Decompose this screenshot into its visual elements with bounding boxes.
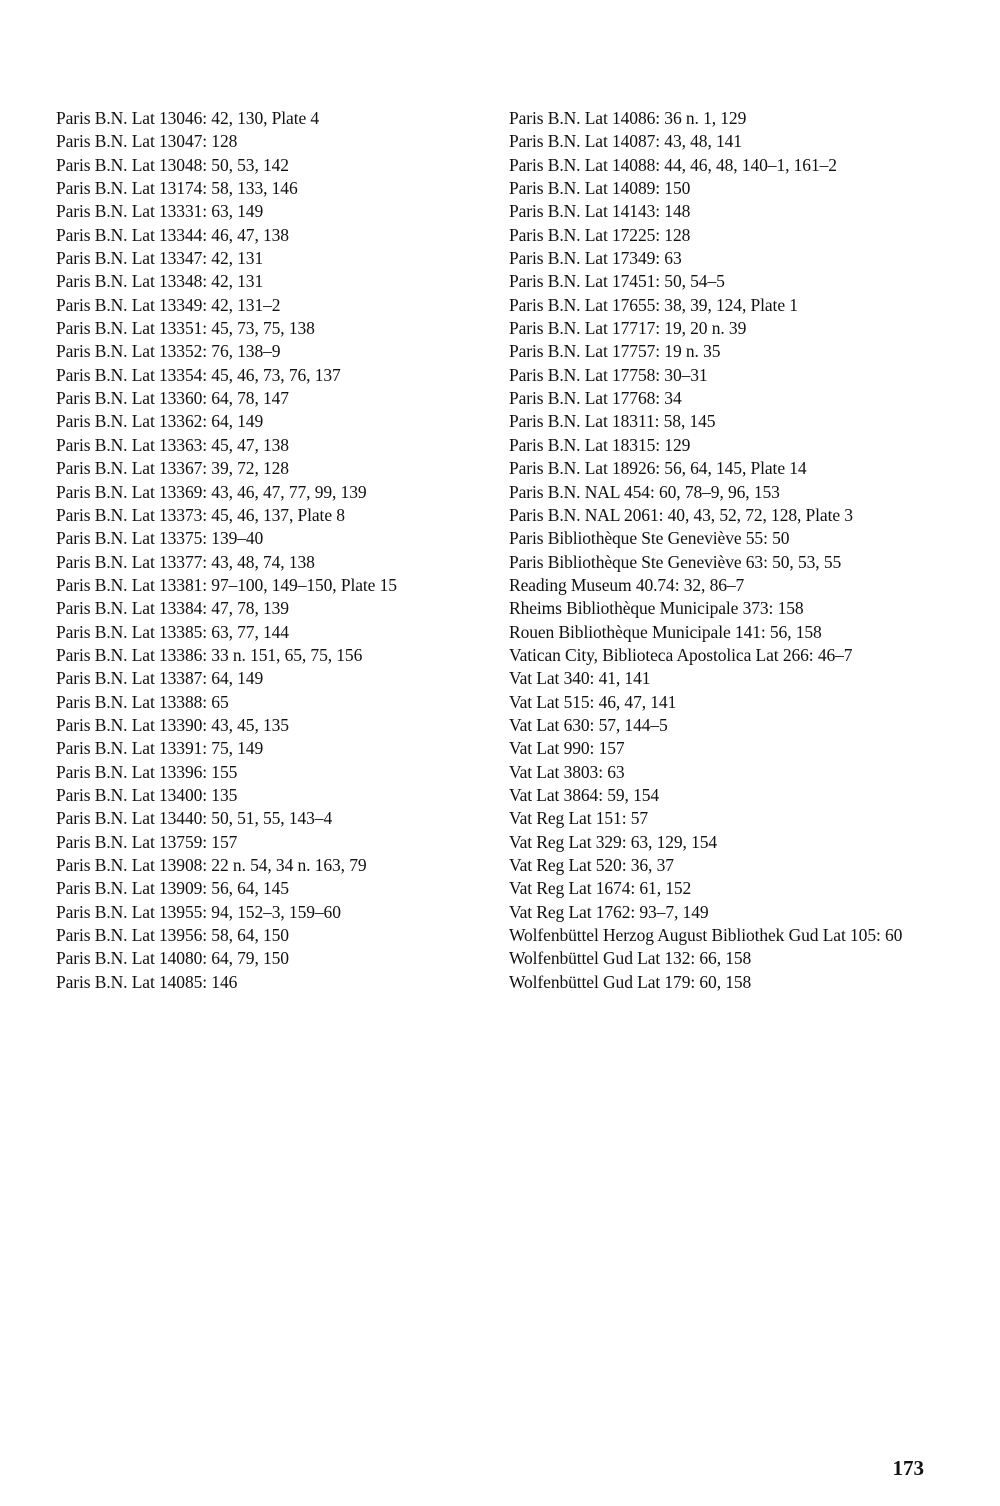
index-entry: Paris B.N. Lat 13369: 43, 46, 47, 77, 99, 139 xyxy=(56,481,367,502)
index-entry: Reading Museum 40.74: 32, 86–7 xyxy=(509,574,745,595)
index-entry: Paris B.N. Lat 17758: 30–31 xyxy=(509,364,708,385)
index-entry: Paris B.N. Lat 13347: 42, 131 xyxy=(56,248,264,269)
index-entry: Paris B.N. Lat 13909: 56, 64, 145 xyxy=(56,878,289,899)
index-entry: Paris B.N. Lat 13348: 42, 131 xyxy=(56,271,264,292)
index-entry: Paris B.N. Lat 13174: 58, 133, 146 xyxy=(56,178,298,199)
index-entry: Paris B.N. Lat 14088: 44, 46, 48, 140–1, 161–2 xyxy=(509,154,837,175)
index-entry: Vat Reg Lat 1762: 93–7, 149 xyxy=(509,901,709,922)
index-entry: Paris B.N. Lat 14143: 148 xyxy=(509,201,691,222)
index-entry: Paris B.N. Lat 13400: 135 xyxy=(56,784,238,805)
index-entry: Rheims Bibliothèque Municipale 373: 158 xyxy=(509,598,804,619)
index-entry: Paris B.N. Lat 14080: 64, 79, 150 xyxy=(56,948,289,969)
index-entry: Paris B.N. Lat 13386: 33 n. 151, 65, 75, 156 xyxy=(56,644,363,665)
index-entry: Paris B.N. Lat 17717: 19, 20 n. 39 xyxy=(509,318,747,339)
index-entry: Paris B.N. Lat 17768: 34 xyxy=(509,388,682,409)
index-entry: Paris B.N. Lat 13048: 50, 53, 142 xyxy=(56,154,289,175)
index-entry: Vat Reg Lat 1674: 61, 152 xyxy=(509,878,692,899)
index-entry: Paris B.N. Lat 14086: 36 n. 1, 129 xyxy=(509,108,747,128)
index-entry: Paris B.N. Lat 13955: 94, 152–3, 159–60 xyxy=(56,901,341,922)
index-entry: Paris B.N. Lat 13391: 75, 149 xyxy=(56,738,264,759)
index-entry: Paris B.N. Lat 14089: 150 xyxy=(509,178,691,199)
index-entry: Paris B.N. Lat 17349: 63 xyxy=(509,248,682,269)
index-entry: Paris B.N. Lat 17655: 38, 39, 124, Plate 1 xyxy=(509,294,798,315)
index-entry: Paris Bibliothèque Ste Geneviève 63: 50, 53, 55 xyxy=(509,551,842,572)
index-entry: Paris B.N. Lat 13373: 45, 46, 137, Plate 8 xyxy=(56,504,345,525)
index-column-right xyxy=(509,107,949,994)
index-entry: Paris B.N. Lat 13362: 64, 149 xyxy=(56,411,264,432)
index-entry: Paris B.N. Lat 18311: 58, 145 xyxy=(509,411,716,432)
index-entry: Paris B.N. Lat 14087: 43, 48, 141 xyxy=(509,131,742,152)
index-entry: Paris B.N. Lat 13759: 157 xyxy=(56,831,238,852)
index-entry: Paris B.N. Lat 13352: 76, 138–9 xyxy=(56,341,281,362)
index-entry: Paris B.N. Lat 13344: 46, 47, 138 xyxy=(56,224,289,245)
index-entry: Wolfenbüttel Herzog August Bibliothek Gud Lat 105: 60 xyxy=(509,925,903,946)
index-entry: Paris B.N. Lat 13351: 45, 73, 75, 138 xyxy=(56,318,315,339)
index-entry: Paris B.N. Lat 13396: 155 xyxy=(56,761,238,782)
index-entry: Vat Lat 630: 57, 144–5 xyxy=(509,714,668,735)
index-entry: Paris B.N. Lat 13047: 128 xyxy=(56,131,238,152)
index-entry: Wolfenbüttel Gud Lat 132: 66, 158 xyxy=(509,948,752,969)
index-entry: Paris B.N. Lat 14085: 146 xyxy=(56,971,238,992)
index-entry: Vat Lat 990: 157 xyxy=(509,738,625,759)
index-entry: Paris B.N. Lat 13384: 47, 78, 139 xyxy=(56,598,289,619)
index-entry: Paris B.N. Lat 13367: 39, 72, 128 xyxy=(56,458,289,479)
index-entry: Paris B.N. Lat 13354: 45, 46, 73, 76, 137 xyxy=(56,364,341,385)
index-entry: Vat Lat 340: 41, 141 xyxy=(509,668,651,689)
index-entry: Vatican City, Biblioteca Apostolica Lat 266: 46–7 xyxy=(509,644,853,665)
index-entry: Paris B.N. Lat 13046: 42, 130, Plate 4 xyxy=(56,108,320,128)
index-entry: Paris B.N. Lat 18315: 129 xyxy=(509,434,691,455)
index-entry: Paris B.N. Lat 13377: 43, 48, 74, 138 xyxy=(56,551,315,572)
index-entry: Paris B.N. Lat 17225: 128 xyxy=(509,224,691,245)
index-entry: Paris B.N. Lat 13381: 97–100, 149–150, Plate 15 xyxy=(56,574,397,595)
index-entry: Paris B.N. NAL 2061: 40, 43, 52, 72, 128, Plate 3 xyxy=(509,504,853,525)
index-entry: Vat Lat 3803: 63 xyxy=(509,761,625,782)
index-entry: Paris B.N. Lat 13331: 63, 149 xyxy=(56,201,264,222)
index-entry: Paris B.N. Lat 18926: 56, 64, 145, Plate 14 xyxy=(509,458,807,479)
index-entry: Paris B.N. Lat 13390: 43, 45, 135 xyxy=(56,714,289,735)
index-entry: Paris B.N. Lat 13388: 65 xyxy=(56,691,229,712)
index-entry: Vat Reg Lat 520: 36, 37 xyxy=(509,855,674,875)
index-entry: Vat Reg Lat 329: 63, 129, 154 xyxy=(509,831,718,852)
index-entry: Vat Lat 515: 46, 47, 141 xyxy=(509,691,677,712)
index-column-left xyxy=(56,107,466,994)
index-entry: Paris B.N. Lat 17451: 50, 54–5 xyxy=(509,271,725,292)
index-entry: Paris B.N. Lat 17757: 19 n. 35 xyxy=(509,341,721,362)
index-entry: Paris B.N. Lat 13956: 58, 64, 150 xyxy=(56,925,289,946)
index-entry: Paris B.N. Lat 13440: 50, 51, 55, 143–4 xyxy=(56,808,333,829)
index-entry: Vat Lat 3864: 59, 154 xyxy=(509,784,660,805)
index-entry: Paris B.N. Lat 13360: 64, 78, 147 xyxy=(56,388,289,409)
index-entry: Paris B.N. Lat 13363: 45, 47, 138 xyxy=(56,434,289,455)
index-entry: Paris B.N. Lat 13375: 139–40 xyxy=(56,528,264,549)
index-entry: Paris B.N. Lat 13387: 64, 149 xyxy=(56,668,264,689)
index-entry: Paris B.N. Lat 13908: 22 n. 54, 34 n. 163, 79 xyxy=(56,855,367,875)
page-number: 173 xyxy=(892,1456,924,1480)
index-entry: Rouen Bibliothèque Municipale 141: 56, 158 xyxy=(509,621,822,642)
index-entry: Vat Reg Lat 151: 57 xyxy=(509,808,649,829)
index-entry: Paris B.N. Lat 13385: 63, 77, 144 xyxy=(56,621,289,642)
index-entry: Wolfenbüttel Gud Lat 179: 60, 158 xyxy=(509,971,752,992)
index-entry: Paris Bibliothèque Ste Geneviève 55: 50 xyxy=(509,528,790,549)
index-entry: Paris B.N. Lat 13349: 42, 131–2 xyxy=(56,294,281,315)
index-entry: Paris B.N. NAL 454: 60, 78–9, 96, 153 xyxy=(509,481,780,502)
